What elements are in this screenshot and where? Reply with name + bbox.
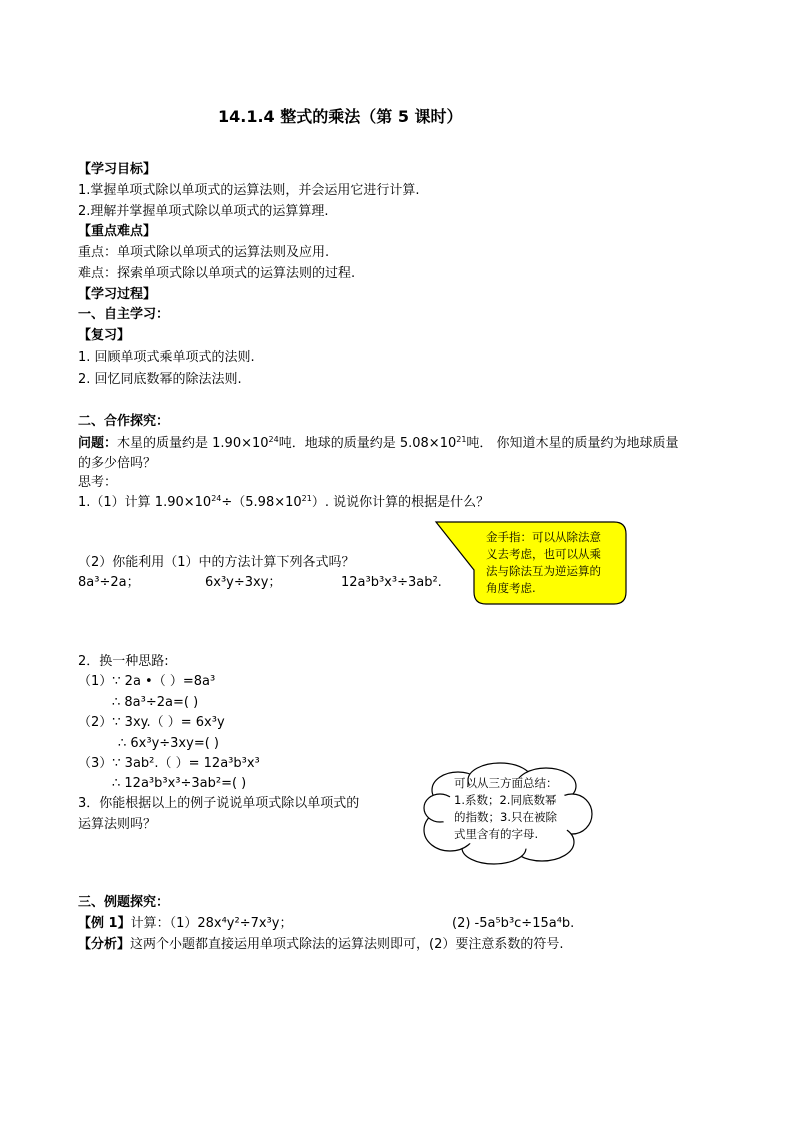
- q1-text-b: ÷（5.98×10: [221, 495, 302, 510]
- question-3-line-2: 运算法则吗？: [78, 817, 157, 832]
- example-1: [78, 914, 292, 933]
- explore-heading: 二、合作探究：: [78, 414, 170, 429]
- review-heading: 【复习】: [78, 328, 131, 343]
- tip-line-1: 金手指：可以从除法意: [486, 530, 601, 544]
- keypoints-heading: 【重点难点】: [78, 224, 157, 239]
- step-3-therefore: ∴ 12a³b³x³÷3ab²=( ): [112, 776, 247, 791]
- keypoint-difficult: 难点：探索单项式除以单项式的运算法则的过程.: [78, 266, 356, 281]
- cloud-line-4: 式里含有的字母.: [454, 827, 539, 841]
- problem-exp-1: 24: [268, 435, 279, 444]
- review-item-2: 2. 回忆同底数幂的除法法则.: [78, 372, 242, 387]
- think-label: 思考：: [78, 475, 118, 490]
- problem-text-a: 木星的质量约是 1.90×10: [117, 436, 269, 451]
- problem-exp-2: 21: [456, 435, 467, 444]
- q1-text-a: 1.（1）计算 1.90×10: [78, 495, 212, 510]
- analysis-text: 这两个小题都直接运用单项式除法的运算法则即可，(2）要注意系数的符号.: [130, 937, 564, 952]
- objectives-heading: 【学习目标】: [78, 162, 157, 177]
- analysis: [78, 935, 564, 954]
- process-heading: 【学习过程】: [78, 287, 157, 302]
- review-item-1: 1. 回顾单项式乘单项式的法则.: [78, 350, 255, 365]
- cloud-line-2: 1.系数；2.同底数幂: [454, 793, 557, 807]
- objective-1: 1.掌握单项式除以单项式的运算法则，并会运用它进行计算.: [78, 183, 420, 198]
- question-1-2: （2）你能利用（1）中的方法计算下列各式吗？: [78, 555, 355, 570]
- tip-line-4: 角度考虑.: [486, 581, 536, 595]
- question-2: 2．换一种思路:: [78, 654, 169, 669]
- problem-line-2: 的多少倍吗？: [78, 456, 157, 471]
- step-2-therefore: ∴ 6x³y÷3xy=( ): [118, 736, 219, 751]
- problem-line-1: [78, 434, 679, 453]
- step-2-because: （2）∵ 3xy.（ ）= 6x³y: [78, 715, 225, 730]
- q1-exp-1: 24: [211, 494, 222, 503]
- tip-line-2: 义去考虑，也可以从乘: [486, 547, 601, 561]
- step-1-because: （1）∵ 2a •（ ）=8a³: [78, 674, 216, 689]
- analysis-label: 【分析】: [78, 937, 131, 952]
- expression-3: 12a³b³x³÷3ab².: [341, 575, 442, 590]
- self-study-heading: 一、自主学习：: [78, 307, 170, 322]
- question-1-1: [78, 493, 489, 512]
- problem-text-c: 吨． 你知道木星的质量约为地球质量: [466, 436, 679, 451]
- examples-heading: 三、例题探究：: [78, 895, 170, 910]
- question-3-line-1: 3．你能根据以上的例子说说单项式除以单项式的: [78, 796, 360, 811]
- problem-text-b: 吨．地球的质量约是 5.08×10: [278, 436, 457, 451]
- example-1-part-2: (2) -5a⁵b³c÷15a⁴b.: [452, 916, 575, 931]
- step-3-because: （3）∵ 3ab².（ ）= 12a³b³x³: [78, 756, 260, 771]
- expression-1: 8a³÷2a；: [78, 575, 140, 590]
- q1-text-c: ）. 说说你计算的根据是什么？: [311, 495, 490, 510]
- keypoint-key: 重点：单项式除以单项式的运算法则及应用.: [78, 245, 330, 260]
- summary-cloud-text: [454, 775, 558, 843]
- example-1-label: 【例 1】: [78, 916, 131, 931]
- tip-line-3: 法与除法互为逆运算的: [486, 564, 601, 578]
- step-1-therefore: ∴ 8a³÷2a=( ): [112, 695, 199, 710]
- example-1-part-1: 计算：（1）28x⁴y²÷7x³y；: [130, 916, 293, 931]
- q1-exp-2: 21: [301, 494, 312, 503]
- tip-callout-text: [486, 529, 601, 597]
- cloud-line-1: 可以从三方面总结：: [454, 776, 558, 790]
- objective-2: 2.理解并掌握单项式除以单项式的运算算理.: [78, 204, 329, 219]
- cloud-line-3: 的指数；3.只在被除: [454, 810, 557, 824]
- page-title: 14.1.4 整式的乘法（第 5 课时）: [218, 107, 463, 126]
- problem-label: 问题：: [78, 436, 118, 451]
- expression-2: 6x³y÷3xy；: [205, 575, 282, 590]
